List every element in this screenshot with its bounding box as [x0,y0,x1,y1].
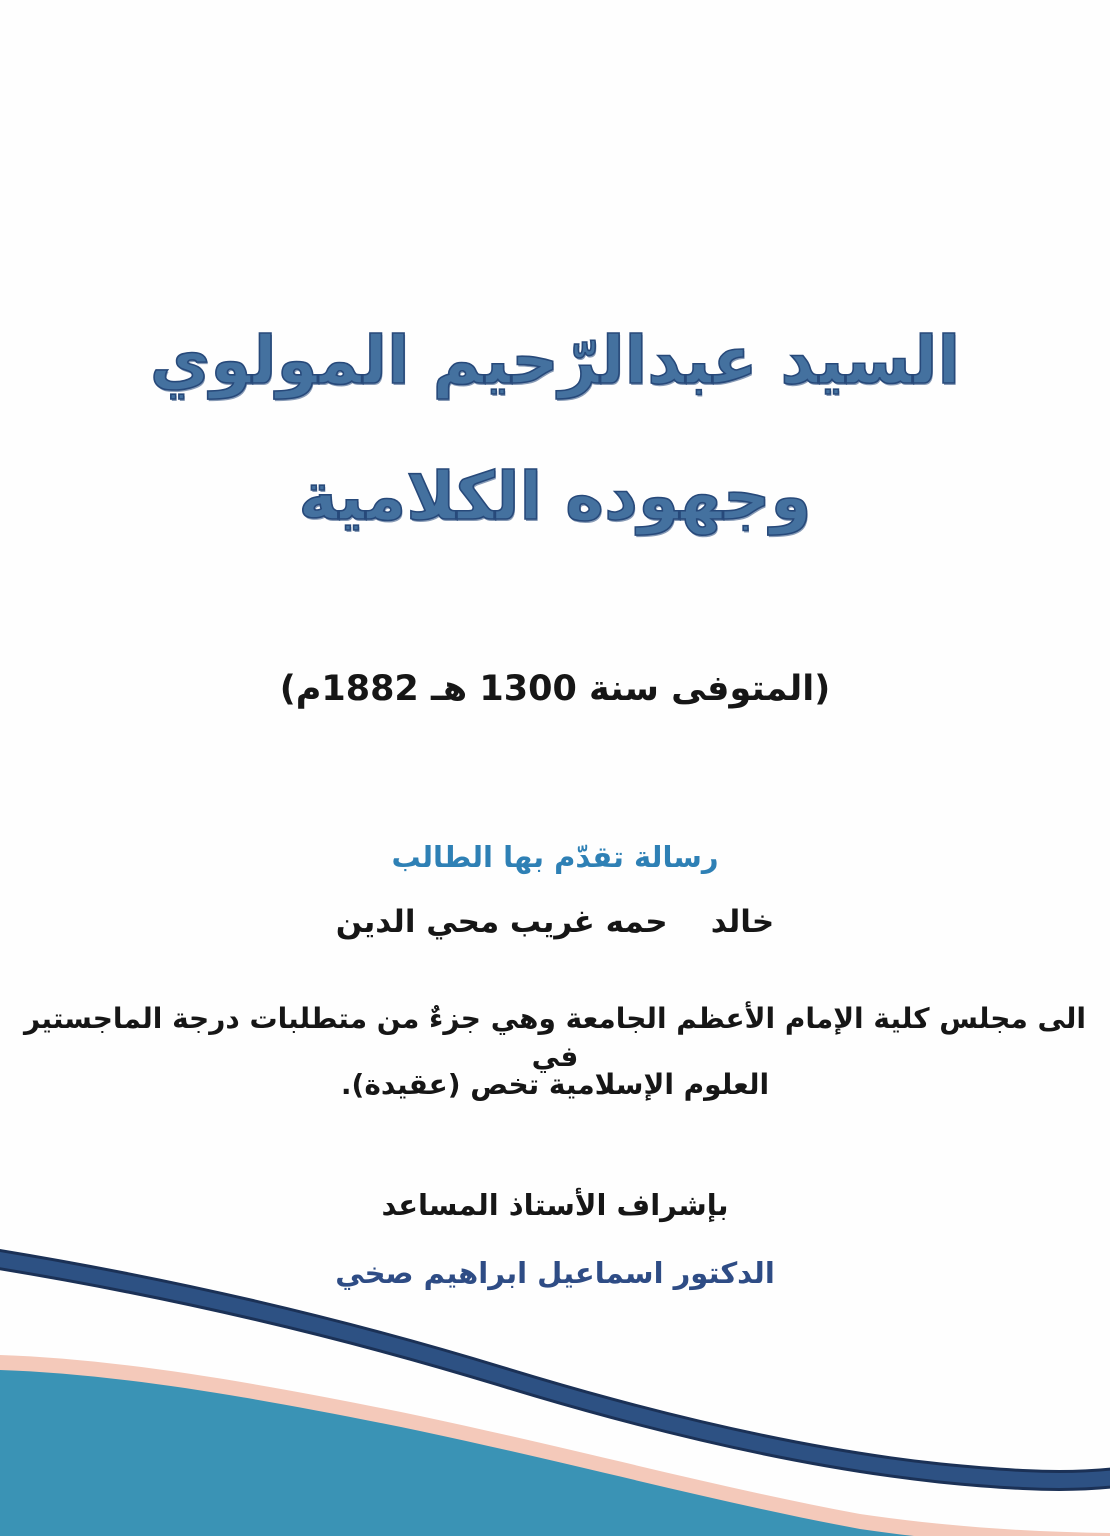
supervisor-name: الدكتور اسماعيل ابراهيم صخي [335,1256,775,1290]
death-date-note: (المتوفى سنة 1300 هـ 1882م) [279,669,831,709]
submission-body-line2: العلوم الإسلامية تخص (عقيدة). [340,1068,770,1101]
student-name: خالد حمه غريب محي الدين [335,904,775,940]
thesis-title-line1: السيد عبدالرّحيم المولوي [149,322,961,399]
submission-body-line1: الى مجلس كلية الإمام الأعظم الجامعة وهي جزءٌ من متطلبات درجة الماجستير في [23,1002,1086,1073]
bottom-wave-decoration [0,1236,1110,1536]
submission-label: رسالة تقدّم بها الطالب [391,840,719,874]
supervision-label: بإشراف الأستاذ المساعد [381,1188,729,1222]
thesis-title-line2: وجهوده الكلامية [298,458,812,535]
